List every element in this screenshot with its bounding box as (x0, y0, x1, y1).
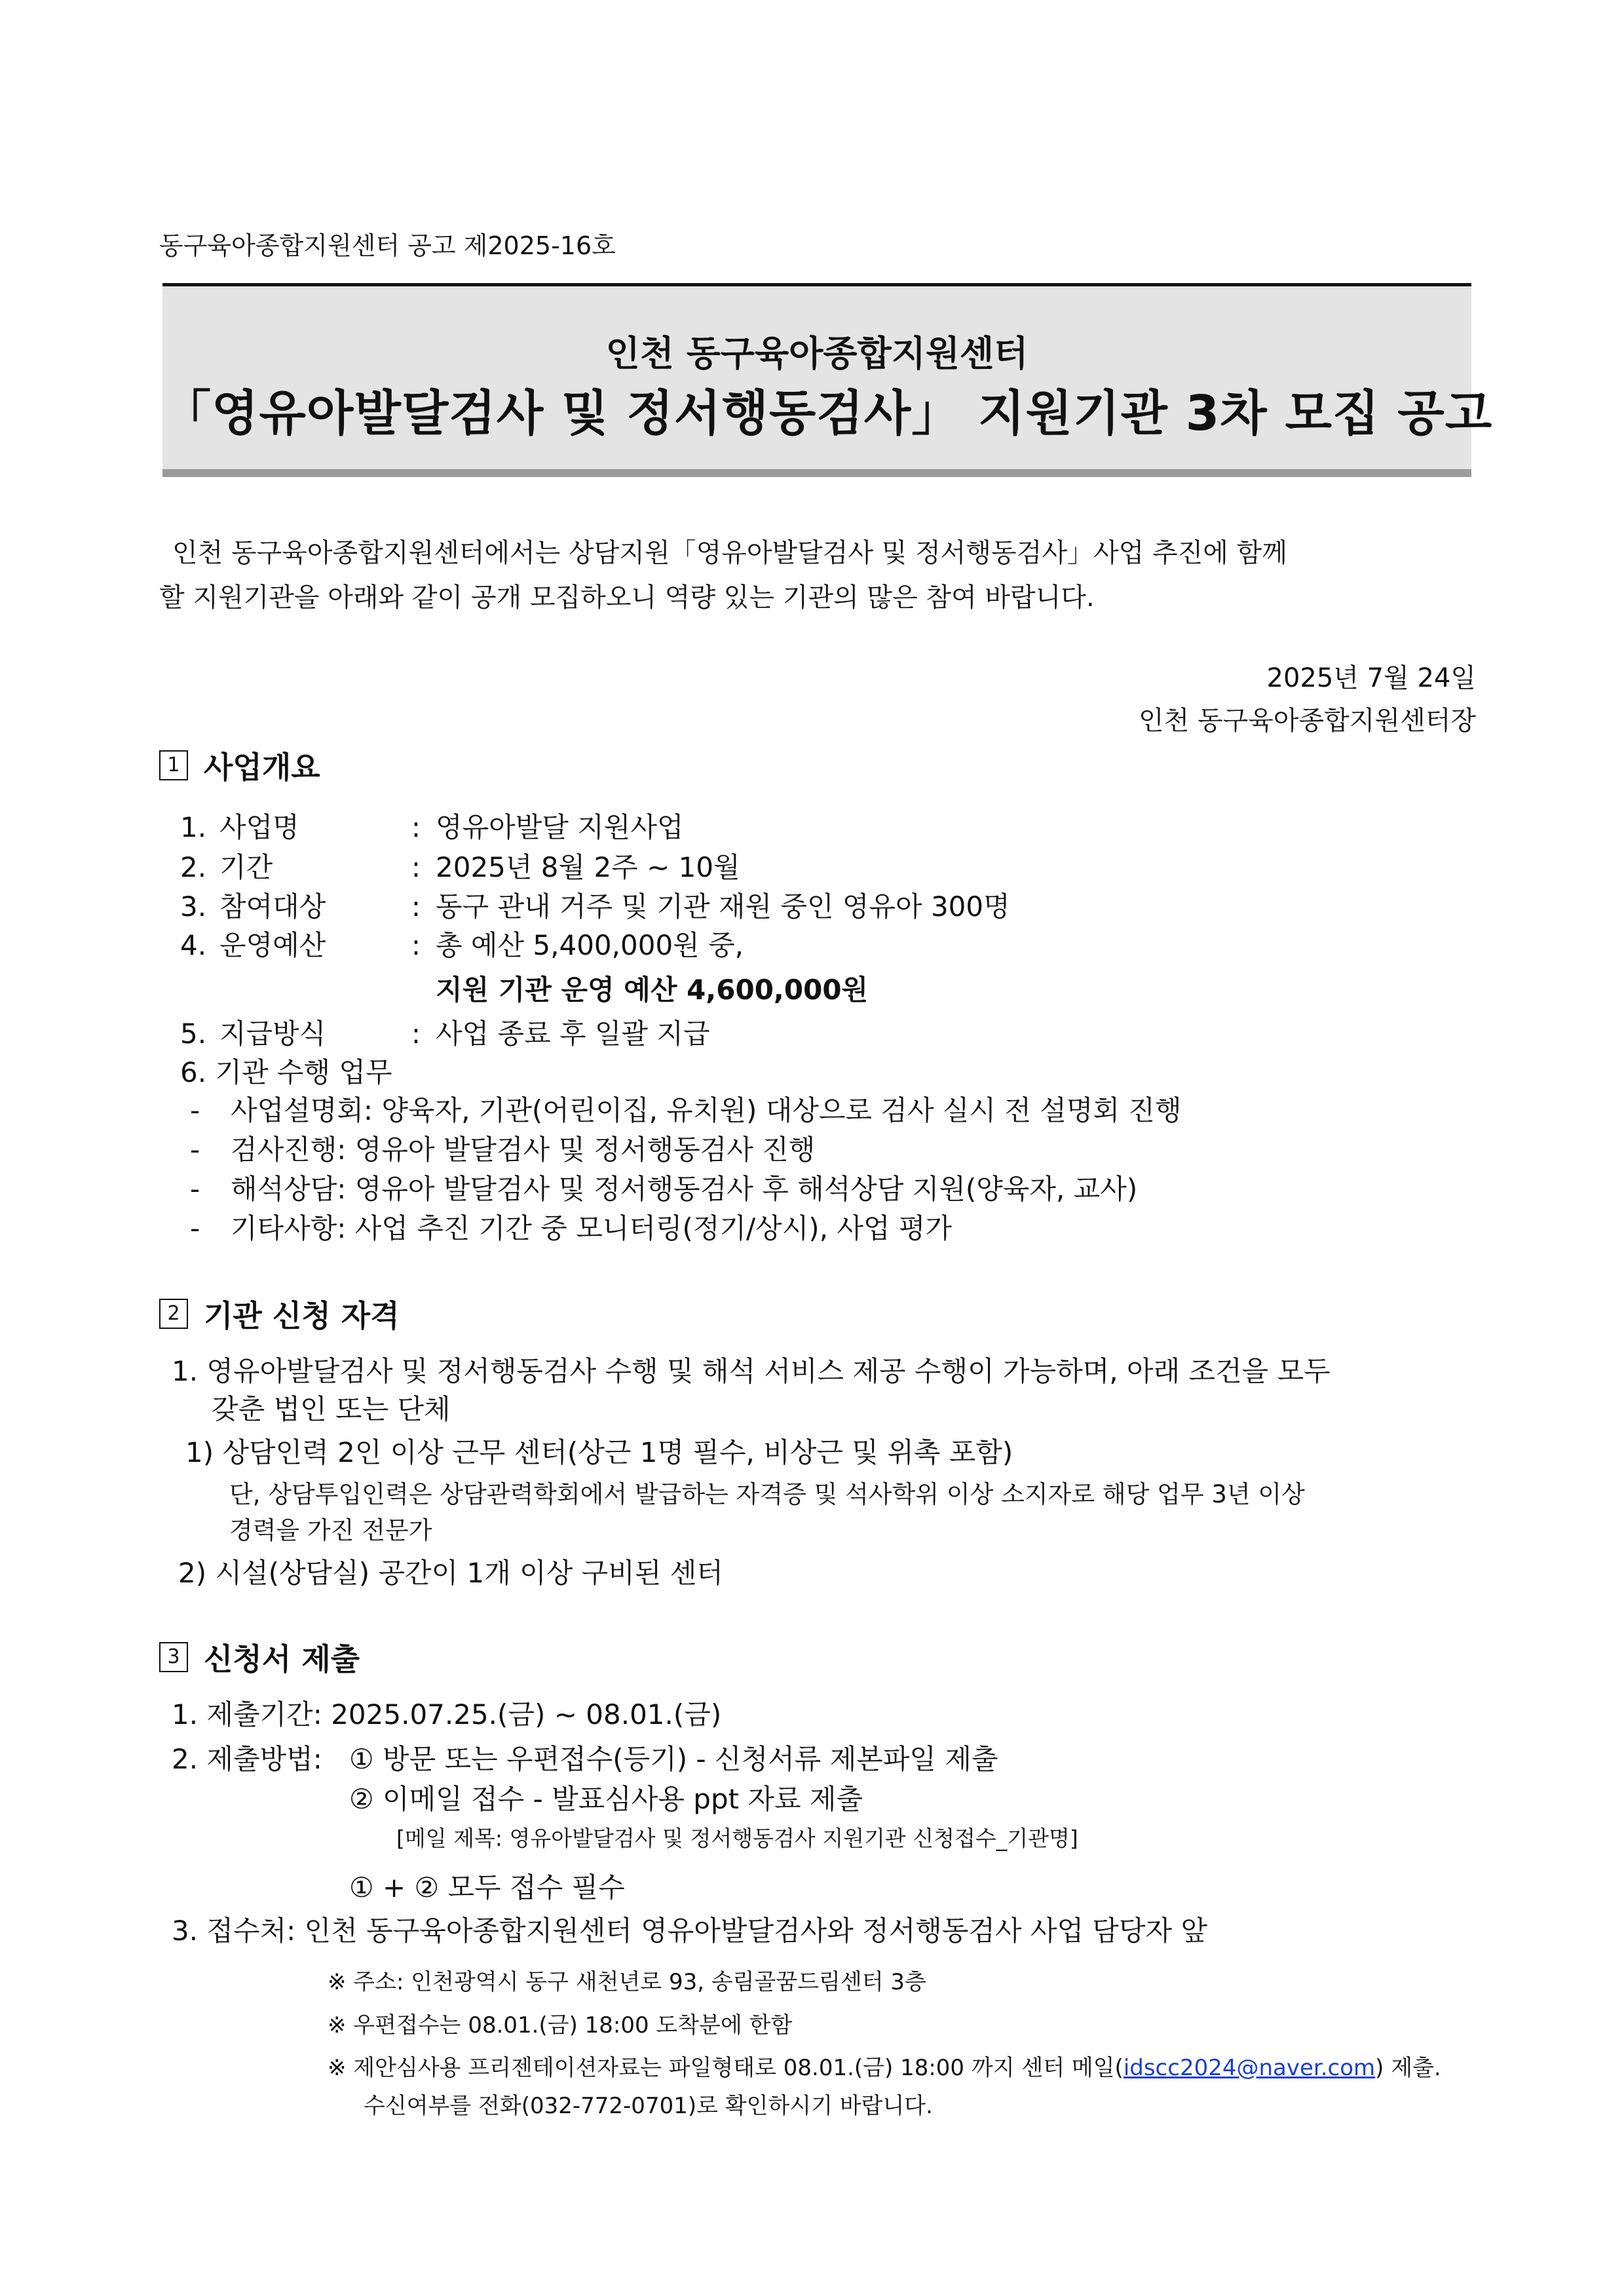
overview-item-1: 1. 사업명 : 영유아발달 지원사업 (180, 811, 684, 843)
task-item: - 검사진행: 영유아 발달검사 및 정서행동검사 진행 (190, 1134, 816, 1166)
section3-heading (159, 1636, 360, 1679)
overview-item-6: 6. 기관 수행 업무 (180, 1056, 392, 1088)
overview-item-4: 4. 운영예산 : 총 예산 5,400,000원 중, (180, 929, 744, 961)
signer: 인천 동구육아종합지원센터장 (1138, 706, 1476, 736)
section1-number: 1 (159, 750, 188, 780)
submission-method3: ① + ② 모두 접수 필수 (349, 1871, 625, 1904)
note-presentation: ※ 제안심사용 프리젠테이션자료는 파일형태로 08.01.(금) 18:00 까지 센터 메일(idscc2024@naver.com) 제출. (328, 2055, 1441, 2081)
section3-title: 신청서 제출 (204, 1641, 360, 1677)
task-item: - 기타사항: 사업 추진 기간 중 모니터링(정기/상시), 사업 평가 (190, 1212, 953, 1244)
section1-heading (159, 744, 320, 787)
budget-detail: 지원 기관 운영 예산 4,600,000원 (436, 974, 869, 1006)
section3-number: 3 (159, 1642, 188, 1672)
section1-title: 사업개요 (204, 750, 320, 785)
section2-title: 기관 신청 자격 (204, 1298, 400, 1333)
title-line1: 인천 동구육아종합지원센터 (605, 333, 1029, 374)
eligibility-line3: 단, 상담투입인력은 상담관력학회에서 발급하는 자격증 및 석사학위 이상 소지자로 해당 업무 3년 이상 (229, 1480, 1305, 1508)
intro-line1: 인천 동구육아종합지원센터에서는 상담지원「영유아발달검사 및 정서행동검사」사업 추진에 함께 (172, 538, 1287, 568)
email-link[interactable]: idscc2024@naver.com (1123, 2055, 1376, 2081)
overview-item-5: 5. 지급방식 : 사업 종료 후 일괄 지급 (180, 1018, 710, 1050)
notice-date: 2025년 7월 24일 (1266, 663, 1476, 693)
submission-method-label: 2. 제출방법: (172, 1743, 322, 1775)
note-mail-deadline: ※ 우편접수는 08.01.(금) 18:00 도착분에 한함 (328, 2012, 793, 2038)
receiver: 3. 접수처: 인천 동구육아종합지원센터 영유아발달검사와 정서행동검사 사업 담당자 앞 (172, 1915, 1208, 1947)
overview-item-3: 3. 참여대상 : 동구 관내 거주 및 기관 재원 중인 영유아 300명 (180, 890, 1010, 923)
note-phone: 수신여부를 전화(032-772-0701)로 확인하시기 바랍니다. (364, 2093, 933, 2119)
submission-method1: ① 방문 또는 우편접수(등기) - 신청서류 제본파일 제출 (349, 1743, 998, 1775)
note-address: ※ 주소: 인천광역시 동구 새천년로 93, 송림골꿈드림센터 3층 (328, 1969, 926, 1995)
mail-subject: [메일 제목: 영유아발달검사 및 정서행동검사 지원기관 신청접수_기관명] (396, 1826, 1078, 1851)
section2-number: 2 (159, 1299, 188, 1329)
eligibility-line1: 1. 영유아발달검사 및 정서행동검사 수행 및 해석 서비스 제공 수행이 가능하며, 아래 조건을 모두 (172, 1355, 1331, 1387)
eligibility-line1b: 갖춘 법인 또는 단체 (212, 1393, 451, 1425)
section2-heading (159, 1292, 400, 1335)
overview-item-2: 2. 기간 : 2025년 8월 2주 ~ 10월 (180, 851, 740, 883)
eligibility-line3b: 경력을 가진 전문가 (229, 1516, 432, 1544)
title-box (162, 283, 1493, 477)
task-item: - 해석상담: 영유아 발달검사 및 정서행동검사 후 해석상담 지원(양육자, 교사) (190, 1173, 1138, 1205)
title-line2: 「영유아발달검사 및 정서행동검사」 지원기관 3차 모집 공고 (162, 385, 1493, 442)
intro-line2: 할 지원기관을 아래와 같이 공개 모집하오니 역량 있는 기관의 많은 참여 바랍니다. (159, 583, 1095, 613)
task-item: - 사업설명회: 양육자, 기관(어린이집, 유치원) 대상으로 검사 실시 전 설명회 진행 (190, 1094, 1182, 1126)
submission-method2: ② 이메일 접수 - 발표심사용 ppt 자료 제출 (349, 1783, 863, 1815)
notice-number: 동구육아종합지원센터 공고 제2025-16호 (159, 231, 616, 260)
submission-period: 1. 제출기간: 2025.07.25.(금) ~ 08.01.(금) (172, 1698, 722, 1731)
eligibility-line2: 1) 상담인력 2인 이상 근무 센터(상근 1명 필수, 비상근 및 위촉 포함) (185, 1436, 1013, 1468)
eligibility-line4: 2) 시설(상담실) 공간이 1개 이상 구비된 센터 (178, 1557, 723, 1589)
